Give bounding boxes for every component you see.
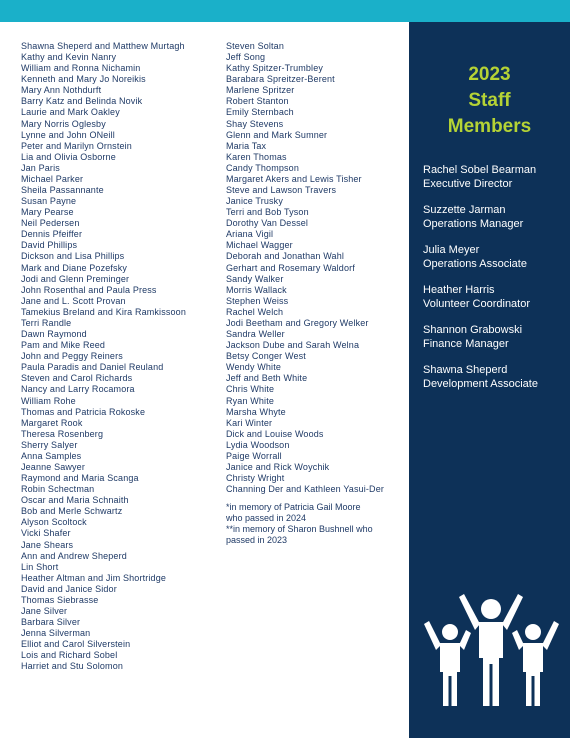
donor-name: Steven and Carol Richards (21, 373, 133, 384)
donor-list-column-2 (226, 41, 384, 495)
donor-name: Betsy Conger West (226, 351, 306, 362)
donor-name: Morris Wallack (226, 284, 287, 295)
donor-name: Lin Short (21, 561, 59, 572)
staff-name: Julia Meyer (423, 244, 480, 256)
donor-name: Lia and Olivia Osborne (21, 151, 116, 162)
donor-name: Ann and Andrew Sheperd (21, 550, 127, 561)
donor-name: Emily Sternbach (226, 107, 294, 118)
donor-name: Susan Payne (21, 196, 77, 207)
donor-name: Paige Worrall (226, 450, 282, 461)
donor-name: Tamekius Breland and Kira Ramkissoon (21, 306, 186, 317)
donor-name: William Rohe (21, 395, 76, 406)
donor-name: Jan Paris (21, 162, 60, 173)
donor-name: Candy Thompson (226, 162, 299, 173)
staff-name: Shannon Grabowski (423, 324, 523, 336)
staff-role: Operations Associate (423, 257, 527, 270)
donor-name: Janice Trusky (226, 196, 283, 207)
donor-name: Theresa Rosenberg (21, 428, 104, 439)
donor-name: Ryan White (226, 395, 275, 406)
staff-sidebar (409, 22, 570, 738)
donor-name: Thomas and Patricia Rokoske (21, 406, 146, 417)
donor-name: Sandra Weller (226, 329, 285, 340)
donor-name: Robin Schectman (21, 484, 95, 495)
staff-name: Suzzette Jarman (423, 204, 506, 216)
title-line-staff: Staff (468, 90, 511, 111)
donor-name: David and Janice Sidor (21, 583, 117, 594)
donor-name: Marsha Whyte (226, 406, 286, 417)
staff-role: Development Associate (423, 377, 538, 390)
donor-name: Dorothy Van Dessel (226, 218, 309, 229)
staff-sidebar-title (409, 62, 570, 140)
donor-name: Channing Der and Kathleen Yasui-Der (226, 484, 385, 495)
donor-name: Terri Randle (21, 317, 72, 328)
memorial-note-line: who passed in 2024 (226, 513, 307, 524)
staff-member (423, 164, 538, 191)
donor-name: Ariana Vigil (226, 229, 274, 240)
donor-name: Jane Shears (21, 539, 74, 550)
staff-name: Heather Harris (423, 284, 495, 296)
donor-name: Jenna Silverman (21, 628, 91, 639)
donor-name: Sherry Salyer (21, 439, 78, 450)
staff-member (423, 324, 538, 351)
donor-name: Jeff Song (226, 52, 266, 63)
donor-name: Thomas Siebrasse (21, 594, 99, 605)
donor-name: Shay Stevens (226, 118, 284, 129)
memorial-notes (226, 502, 373, 546)
donor-name: Lynne and John ONeill (21, 129, 115, 140)
staff-member (423, 284, 538, 311)
donor-name: Lois and Richard Sobel (21, 650, 118, 661)
donor-name: Sheila Passannante (21, 185, 104, 196)
staff-name: Rachel Sobel Bearman (423, 164, 537, 176)
memorial-note-line: *in memory of Patricia Gail Moore (226, 502, 361, 512)
donor-name: Mark and Diane Pozefsky (21, 262, 127, 273)
memorial-note-line: passed in 2023 (226, 535, 288, 546)
donor-name: John and Peggy Reiners (21, 351, 123, 362)
donor-name: Kari Winter (226, 417, 273, 428)
donor-name: Kathy and Kevin Nanry (21, 52, 117, 63)
donor-name: Jeff and Beth White (226, 373, 308, 384)
donor-name: Mary Pearse (21, 207, 74, 218)
donor-name: Steve and Lawson Travers (226, 185, 337, 196)
donor-name: Terri and Bob Tyson (226, 207, 309, 218)
donor-name: Heather Altman and Jim Shortridge (21, 572, 167, 583)
donor-name: Wendy White (226, 362, 282, 373)
donor-name: Dawn Raymond (21, 329, 87, 340)
donor-name: Barabara Spreitzer-Berent (226, 74, 335, 85)
donor-name: Kathy Spitzer-Trumbley (226, 63, 323, 74)
donor-name: Nancy and Larry Rocamora (21, 384, 135, 395)
title-line-members: Members (447, 116, 532, 137)
staff-name: Shawna Sheperd (423, 364, 508, 376)
donor-name: Raymond and Maria Scanga (21, 473, 139, 484)
staff-member (423, 364, 538, 391)
donor-name: Sandy Walker (226, 273, 284, 284)
donor-name: Dick and Louise Woods (226, 428, 324, 439)
donor-name: Harriet and Stu Solomon (21, 661, 124, 672)
donor-name: William and Ronna Nichamin (21, 63, 141, 74)
donor-name: Mary Norris Oglesby (21, 118, 106, 129)
donor-name: John Rosenthal and Paula Press (21, 284, 157, 295)
donor-name: Robert Stanton (226, 96, 289, 107)
staff-list (423, 164, 538, 404)
top-accent-bar (0, 0, 570, 22)
donor-name: Christy Wright (226, 473, 285, 484)
donor-name: Barbara Silver (21, 617, 81, 628)
staff-role: Finance Manager (423, 337, 509, 350)
donor-name: Vicki Shafer (21, 528, 71, 539)
donor-name: Gerhart and Rosemary Waldorf (226, 262, 355, 273)
donor-name: Jodi and Glenn Preminger (21, 273, 130, 284)
donor-name: Elliot and Carol Silverstein (21, 639, 131, 650)
donor-name: Shawna Sheperd and Matthew Murtagh (21, 41, 185, 51)
donor-name: Michael Wagger (226, 240, 293, 251)
donor-name: Bob and Merle Schwartz (21, 506, 123, 517)
staff-member (423, 204, 538, 231)
donor-name: Marlene Spritzer (226, 85, 295, 96)
donor-name: Michael Parker (21, 173, 84, 184)
donor-name: Peter and Marilyn Ornstein (21, 140, 132, 151)
donor-name: Paula Paradis and Daniel Reuland (21, 362, 164, 373)
donor-name: Anna Samples (21, 450, 82, 461)
donor-name: Maria Tax (226, 140, 267, 151)
donor-name: Pam and Mike Reed (21, 340, 106, 351)
donor-name: Laurie and Mark Oakley (21, 107, 120, 118)
donor-name: David Phillips (21, 240, 78, 251)
staff-member (423, 244, 538, 271)
staff-role: Executive Director (423, 177, 513, 190)
donor-name: Jane Silver (21, 605, 68, 616)
donor-name: Dickson and Lisa Phillips (21, 251, 125, 262)
donor-name: Janice and Rick Woychik (226, 461, 330, 472)
memorial-note-line: **in memory of Sharon Bushnell who (226, 524, 373, 535)
donor-name: Jodi Beetham and Gregory Welker (226, 317, 369, 328)
donor-name: Margaret Akers and Lewis Tisher (226, 173, 362, 184)
donor-name: Neil Pedersen (21, 218, 80, 229)
donor-name: Karen Thomas (226, 151, 287, 162)
donor-name: Jackson Dube and Sarah Welna (226, 340, 360, 351)
people-celebrating-icon (419, 588, 564, 713)
donor-name: Oscar and Maria Schnaith (21, 495, 129, 506)
donor-name: Lydia Woodson (226, 439, 290, 450)
donor-name: Dennis Pfeiffer (21, 229, 83, 240)
donor-name: Jeanne Sawyer (21, 461, 85, 472)
donor-name: Rachel Welch (226, 306, 284, 317)
staff-role: Operations Manager (423, 217, 524, 230)
donor-name: Glenn and Mark Sumner (226, 129, 328, 140)
donor-name: Chris White (226, 384, 275, 395)
donor-name: Margaret Rook (21, 417, 83, 428)
donor-name: Mary Ann Nothdurft (21, 85, 102, 96)
donor-name: Jane and L. Scott Provan (21, 295, 126, 306)
donor-list-column-1 (21, 41, 186, 672)
donor-name: Steven Soltan (226, 41, 284, 51)
staff-role: Volunteer Coordinator (423, 297, 531, 310)
donor-name: Stephen Weiss (226, 295, 289, 306)
donor-name: Barry Katz and Belinda Novik (21, 96, 143, 107)
donor-name: Alyson Scoltock (21, 517, 87, 528)
donor-name: Deborah and Jonathan Wahl (226, 251, 344, 262)
donor-name: Kenneth and Mary Jo Noreikis (21, 74, 146, 85)
title-year: 2023 (468, 64, 511, 85)
